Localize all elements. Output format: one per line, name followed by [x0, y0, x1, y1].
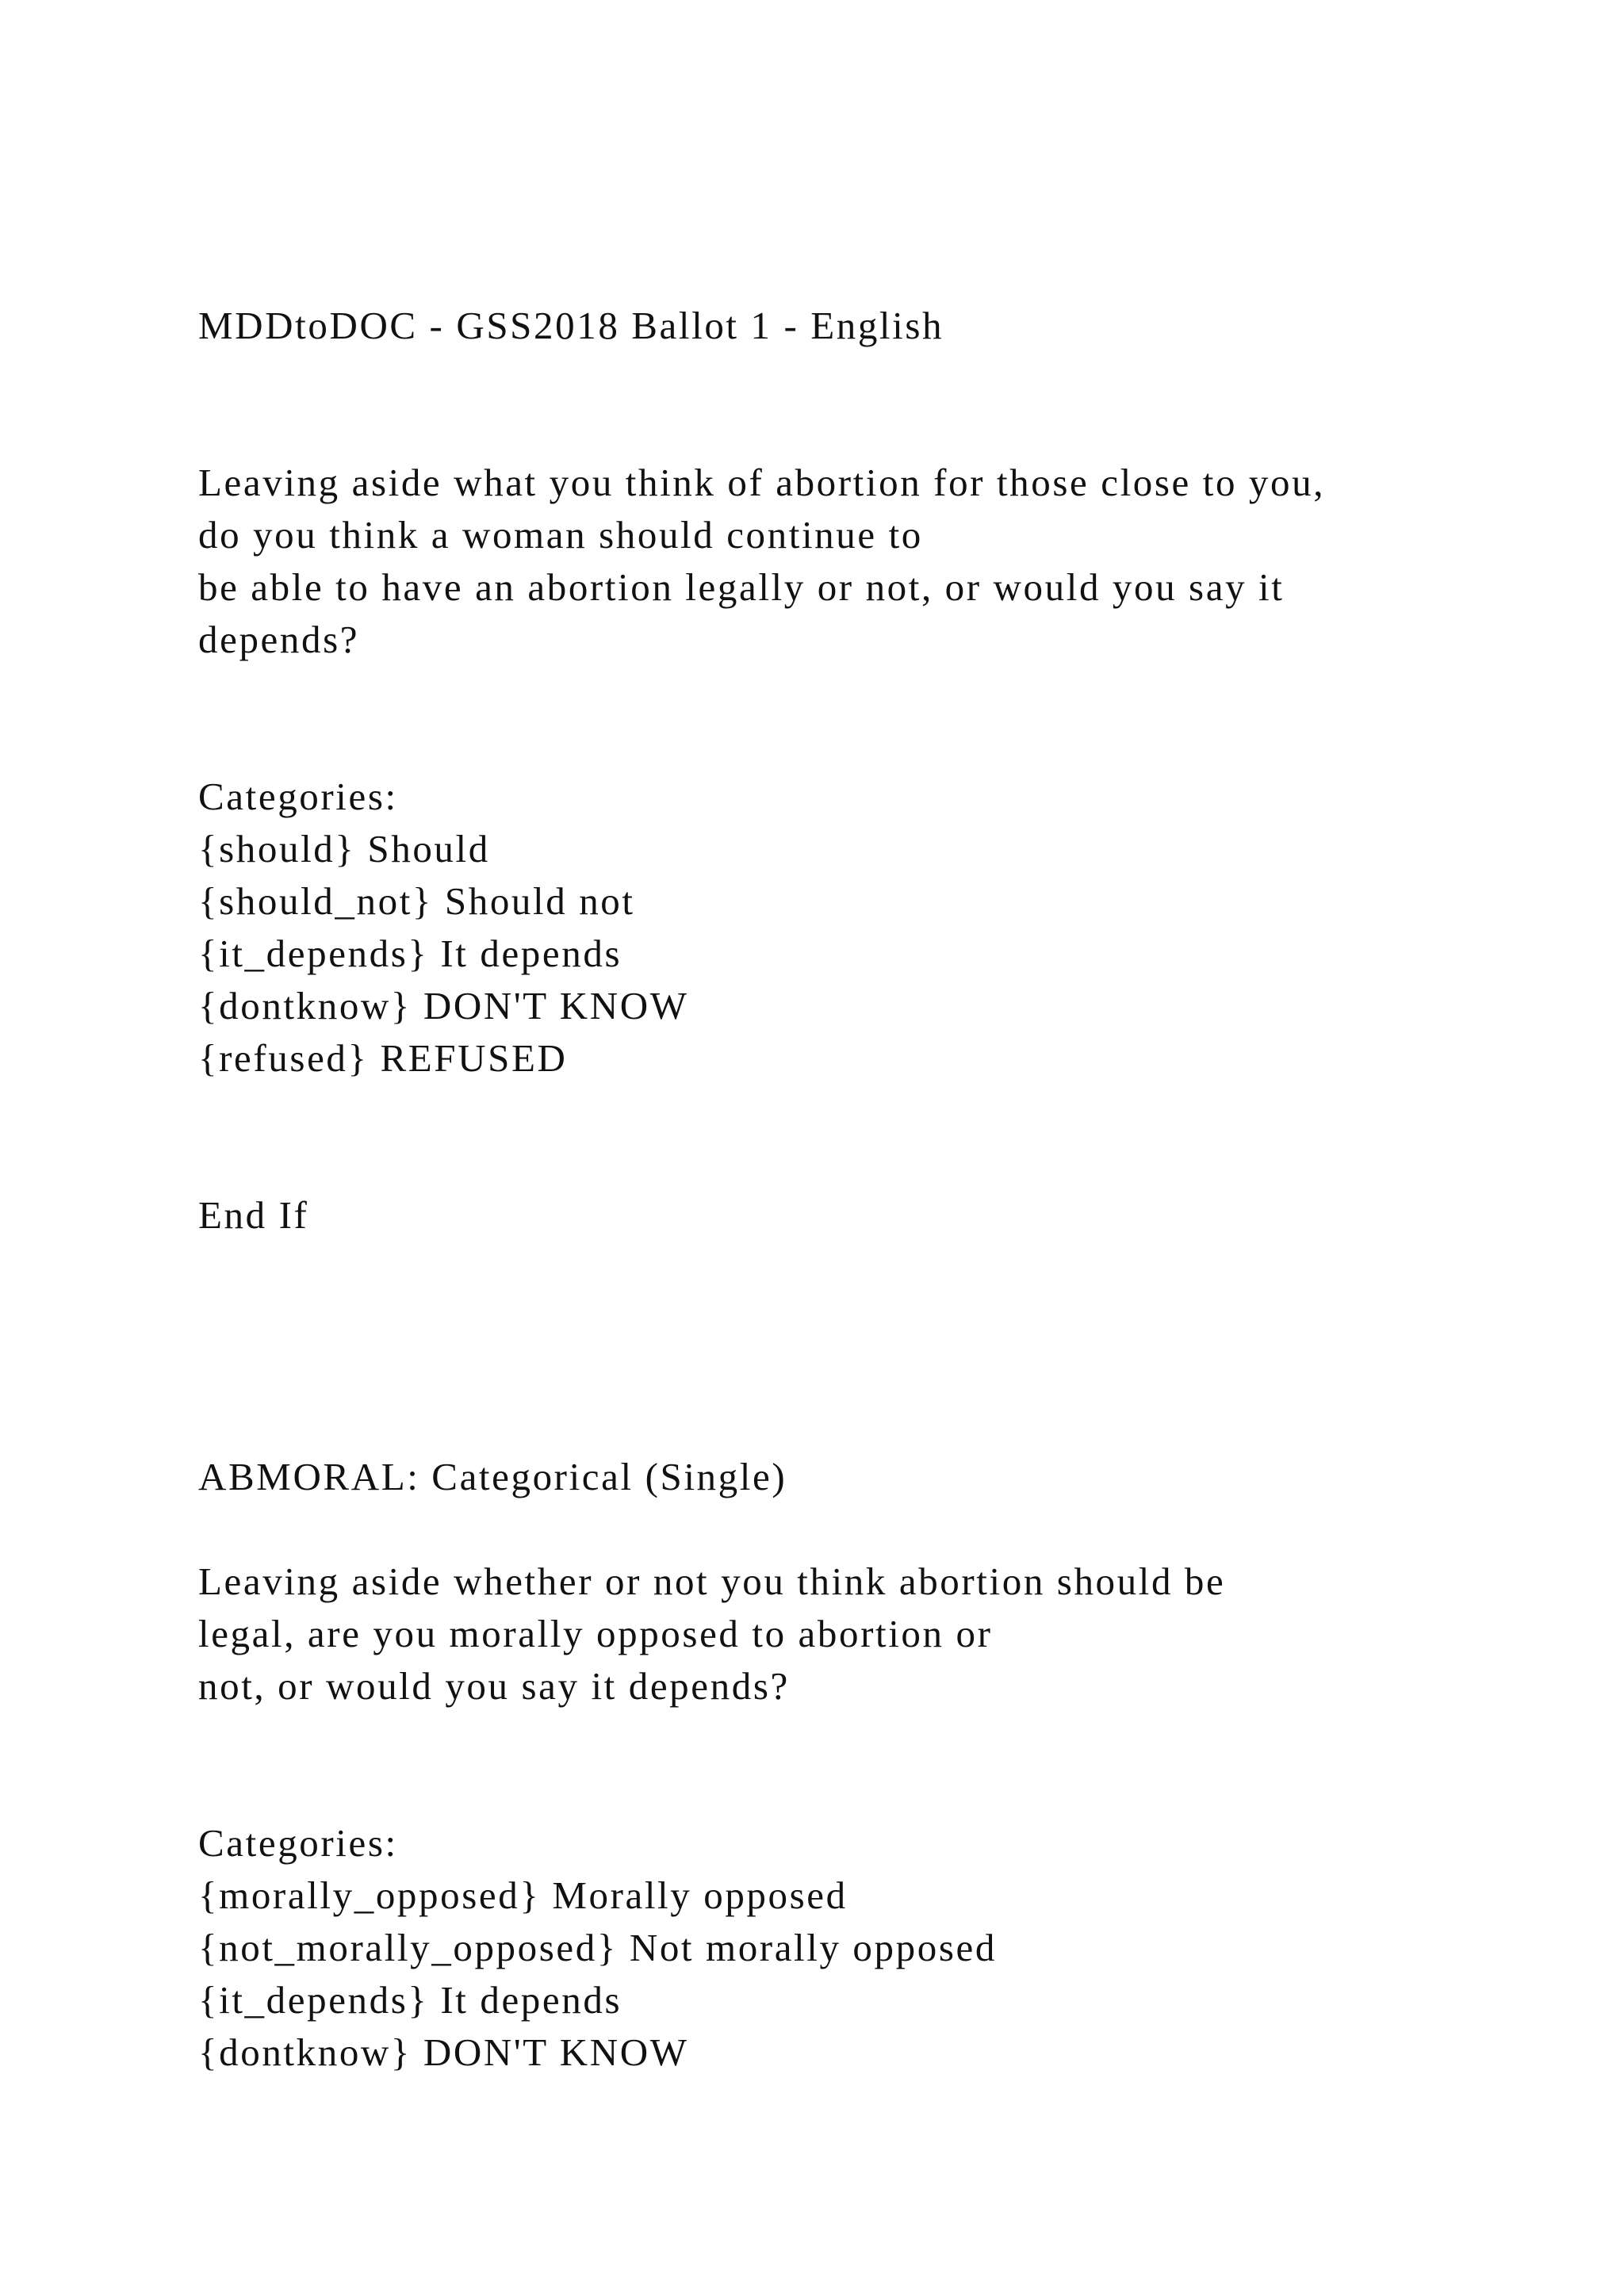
question1-category: {it_depends} It depends	[198, 932, 622, 975]
question1-text-line: depends?	[198, 618, 360, 661]
question2-category: {not_morally_opposed} Not morally opposed	[198, 1926, 997, 1969]
question2-category: {morally_opposed} Morally opposed	[198, 1873, 848, 1917]
question2-text-line: not, or would you say it depends?	[198, 1664, 790, 1708]
document-header: MDDtoDOC - GSS2018 Ballot 1 - English	[198, 304, 944, 347]
end-if-statement: End If	[198, 1193, 309, 1237]
question2-category: {it_depends} It depends	[198, 1978, 622, 2022]
question1-categories-label: Categories:	[198, 775, 398, 818]
question2-text-line: legal, are you morally opposed to abortion or	[198, 1612, 993, 1655]
question1-category: {should_not} Should not	[198, 879, 635, 923]
question1-text-line: be able to have an abortion legally or not, or would you say it	[198, 565, 1285, 609]
question2-category: {dontknow} DON'T KNOW	[198, 2030, 689, 2074]
question1-category: {dontknow} DON'T KNOW	[198, 984, 689, 1027]
question2-text-line: Leaving aside whether or not you think abortion should be	[198, 1559, 1226, 1603]
question2-title: ABMORAL: Categorical (Single)	[198, 1455, 787, 1498]
question1-category: {refused} REFUSED	[198, 1036, 568, 1080]
question1-category: {should} Should	[198, 827, 490, 871]
question2-categories-label: Categories:	[198, 1821, 398, 1865]
question1-text-line: Leaving aside what you think of abortion for those close to you,	[198, 461, 1326, 504]
question1-text-line: do you think a woman should continue to	[198, 513, 923, 557]
